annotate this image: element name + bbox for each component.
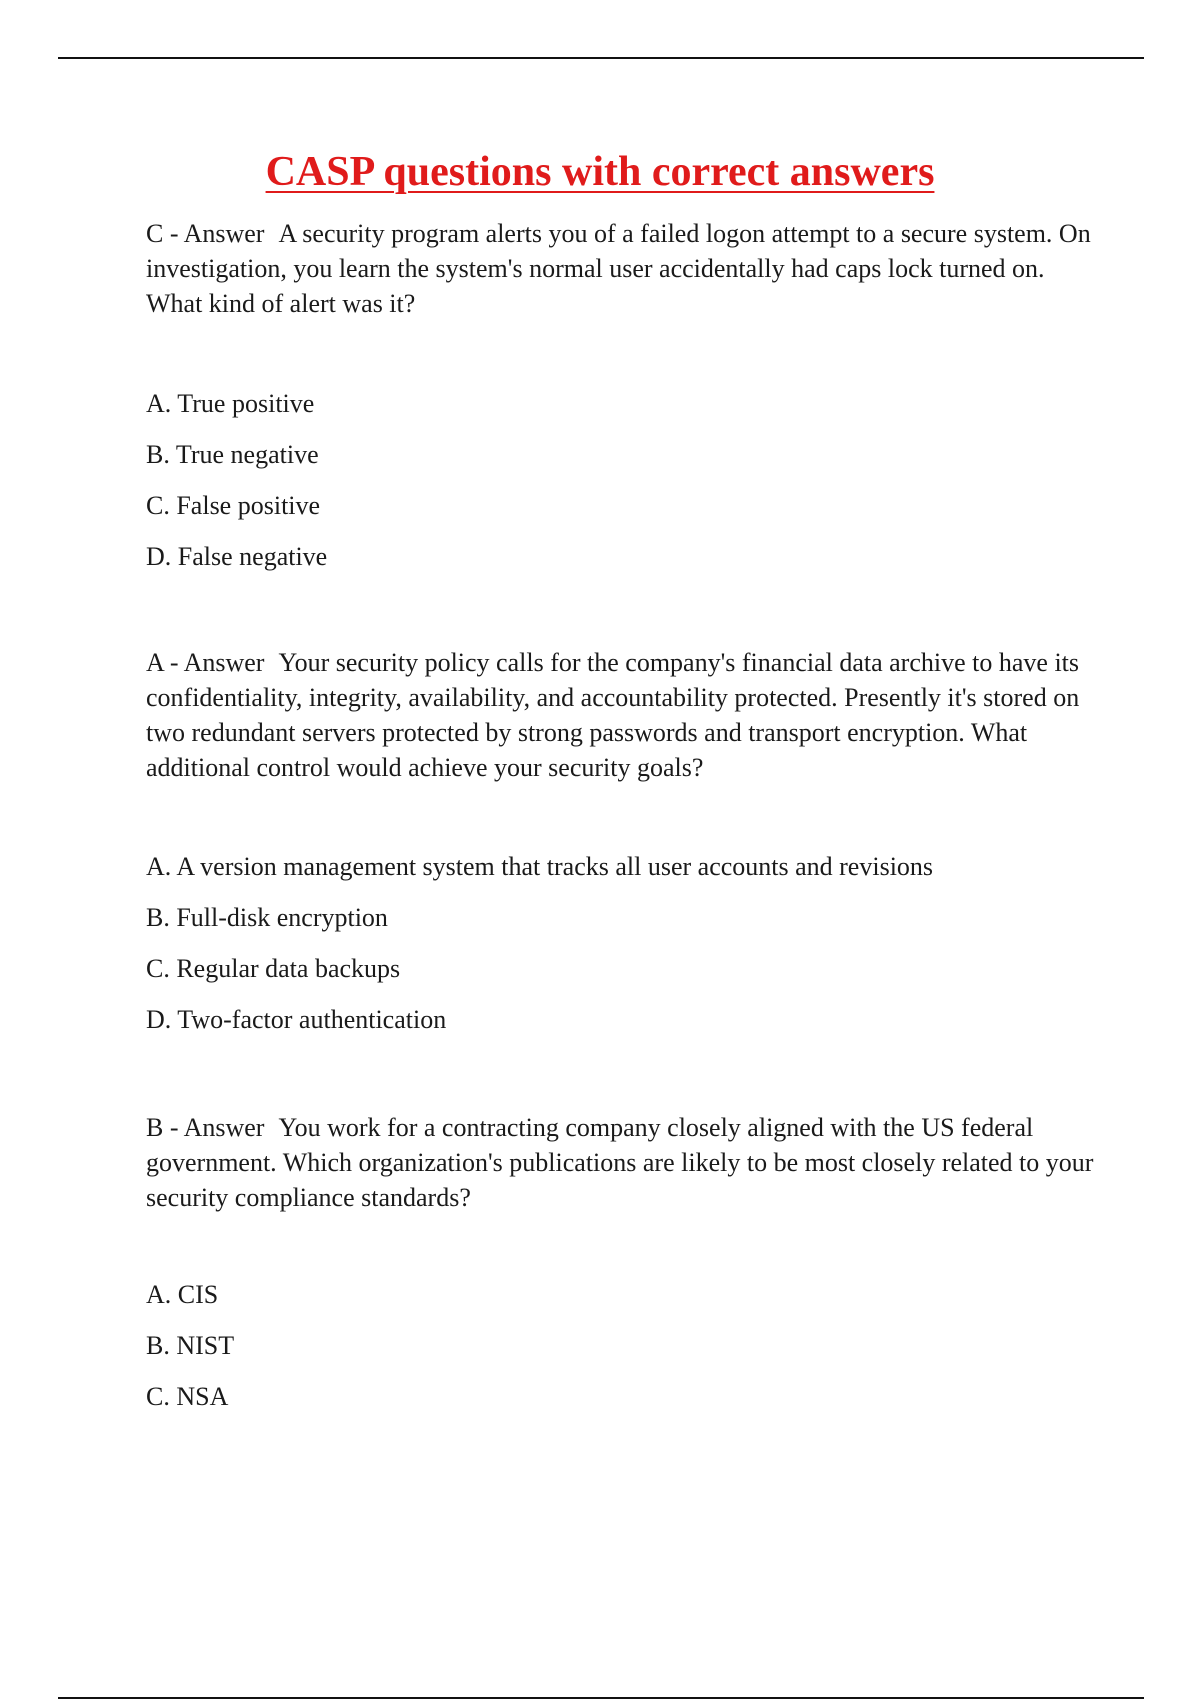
option-item: A. A version management system that tracks all user accounts and revisions — [146, 852, 934, 881]
bottom-rule — [58, 1697, 1144, 1699]
options-list-2 — [146, 852, 933, 1056]
option-item: D. False negative — [146, 542, 328, 571]
question-text: A security program alerts you of a failed logon attempt to a secure system. On investigation, you learn the system's normal user accidentally had caps lock turned on. What kind of alert was it? — [146, 219, 1091, 318]
option-item: A. True positive — [146, 389, 315, 418]
question-3 — [146, 1110, 1096, 1215]
question-text: Your security policy calls for the company's financial data archive to have its confidentiality, integrity, availability, and accountability protected. Presently it's stored on two redundant servers protected by strong passwords and transport encryption. What additional control would achieve your security goals? — [146, 648, 1080, 782]
answer-prefix: B - Answer — [146, 1113, 265, 1142]
top-rule — [58, 57, 1144, 59]
option-item: B. Full-disk encryption — [146, 903, 388, 932]
answer-prefix: C - Answer — [146, 219, 265, 248]
option-item: C. NSA — [146, 1382, 229, 1411]
option-item: B. True negative — [146, 440, 319, 469]
option-item: C. Regular data backups — [146, 954, 401, 983]
options-list-3 — [146, 1280, 234, 1433]
question-1 — [146, 216, 1096, 321]
options-list-1 — [146, 389, 327, 593]
option-item: D. Two-factor authentication — [146, 1005, 447, 1034]
question-2 — [146, 645, 1096, 785]
answer-prefix: A - Answer — [146, 648, 265, 677]
question-text: You work for a contracting company closely aligned with the US federal government. Which organization's publications are likely to be most closely related to your security compliance standards? — [146, 1113, 1094, 1212]
option-item: B. NIST — [146, 1331, 235, 1360]
option-item: C. False positive — [146, 491, 321, 520]
page-title: CASP questions with correct answers — [265, 149, 935, 195]
option-item: A. CIS — [146, 1280, 219, 1309]
